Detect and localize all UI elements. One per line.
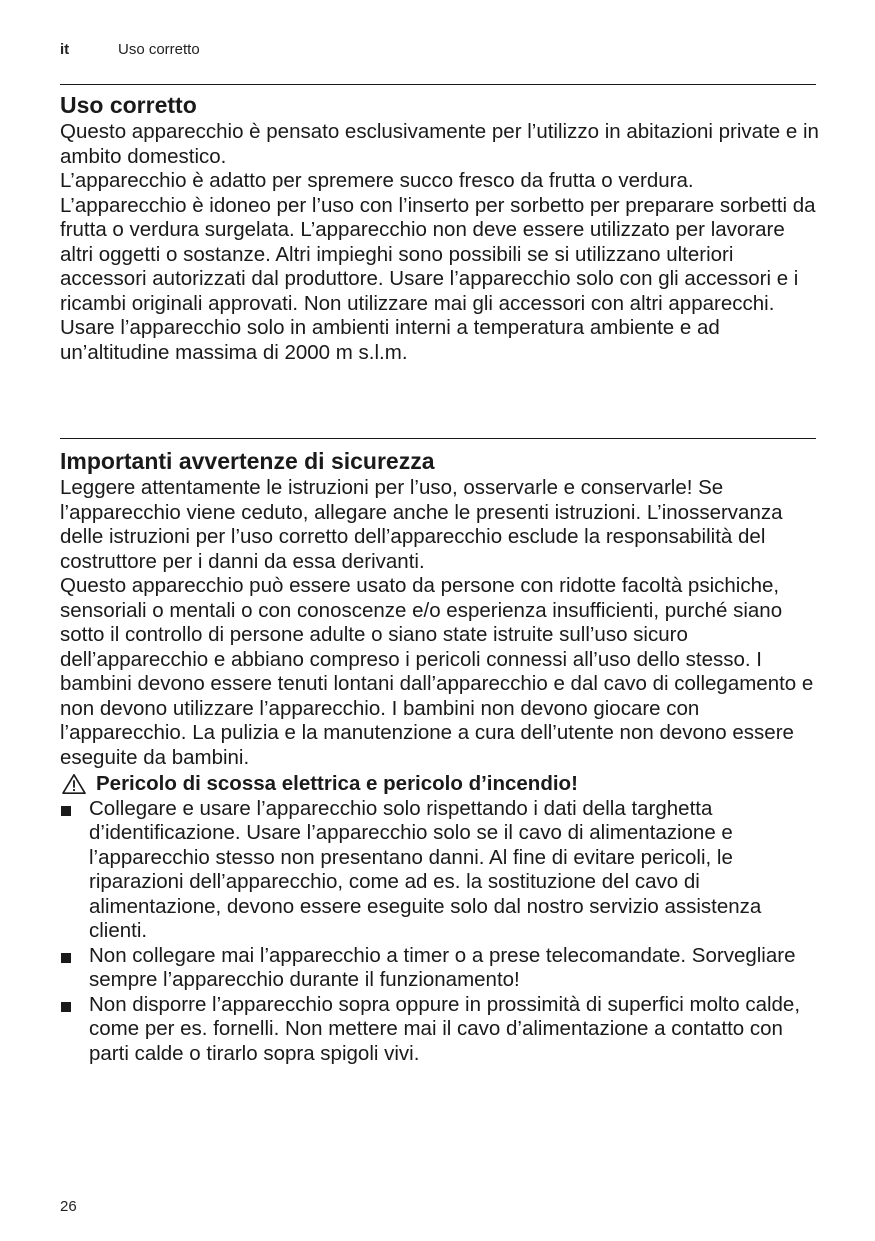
list-item-text: Collegare e usare l’apparecchio solo rispettando i dati della targhetta d’identificazione. Usare l’apparecchio solo se il cavo di alimentazione e l’apparecchio stesso non presentano danni. Al fine di evitare pericoli, le riparazioni dell’apparecchio, come ad es. la sostituzione del cavo di alimentazione, devono essere eseguite solo dal nostro servizio assistenza clienti.	[89, 796, 762, 942]
list-item-text: Non collegare mai l’apparecchio a timer o a prese telecomandate. Sorvegliare sempre l’apparecchio durante il funzionamento!	[89, 943, 796, 991]
list-item-text: Non disporre l’apparecchio sopra oppure in prossimità di superfici molto calde, come per es. fornelli. Non mettere mai il cavo d’alimentazione a contatto con parti calde o tirarlo sopra spigoli vivi.	[89, 992, 801, 1065]
warning-title: Pericolo di scossa elettrica e pericolo d’incendio!	[96, 772, 578, 795]
bullet-square-icon	[61, 1002, 71, 1012]
running-header	[60, 40, 200, 60]
list-item	[60, 993, 820, 1067]
language-code: it	[60, 41, 70, 58]
paragraph: Questo apparecchio può essere usato da persone con ridotte facoltà psichiche, sensoriali o mentali o con conoscenze e/o esperienza insufficienti, purché siano sotto il controllo di persone adulte o siano state istruite sull’uso sicuro dell’apparecchio e abbiano compreso i pericoli connessi all’uso dello stesso. I bambini devono essere tenuti lontani dall’apparecchio e dal cavo di collegamento e non devono utilizzare l’apparecchio. I bambini non devono giocare con l’apparecchio. La pulizia e la manutenzione a cura dell’utente non devono essere eseguite da bambini.	[60, 574, 814, 769]
warning-list	[60, 797, 820, 1067]
warning-heading	[60, 772, 820, 797]
page-number: 26	[60, 1198, 77, 1215]
list-item	[60, 797, 820, 944]
warning-triangle-icon	[60, 773, 88, 795]
paragraph: Questo apparecchio è pensato esclusivamente per l’utilizzo in abitazioni private e in ambito domestico.	[60, 120, 819, 168]
section-avvertenze-sicurezza	[60, 446, 820, 1066]
paragraph: Usare l’apparecchio solo in ambienti interni a temperatura ambiente e ad un’altitudine massima di 2000 m s.l.m.	[60, 316, 720, 364]
section-heading-avvertenze: Importanti avvertenze di sicurezza	[60, 448, 435, 474]
running-header-title: Uso corretto	[118, 41, 200, 58]
bullet-square-icon	[61, 806, 71, 816]
paragraph: L’apparecchio è adatto per spremere succo fresco da frutta o verdura. L’apparecchio è idoneo per l’uso con l’inserto per sorbetto per preparare sorbetti da frutta o verdura surgelata. L’apparecchio non deve essere utilizzato per lavorare altri oggetti o sostanze. Altri impieghi sono possibili se si utilizzano ulteriori accessori autorizzati dal produttore. Usare l’apparecchio solo con gli accessori e i ricambi originali approvati. Non utilizzare mai gli accessori con altri apparecchi.	[60, 169, 816, 315]
header-rule	[60, 84, 816, 85]
section-uso-corretto	[60, 90, 820, 365]
section-heading-uso-corretto: Uso corretto	[60, 92, 197, 118]
bullet-square-icon	[61, 953, 71, 963]
list-item	[60, 944, 820, 993]
paragraph: Leggere attentamente le istruzioni per l’uso, osservarle e conservarle! Se l’apparecchio viene ceduto, allegare anche le presenti istruzioni. L’inosservanza delle istruzioni per l’uso corretto dell’apparecchio esclude la responsabilità del costruttore per i danni da essa derivanti.	[60, 476, 783, 573]
section-divider	[60, 438, 816, 439]
